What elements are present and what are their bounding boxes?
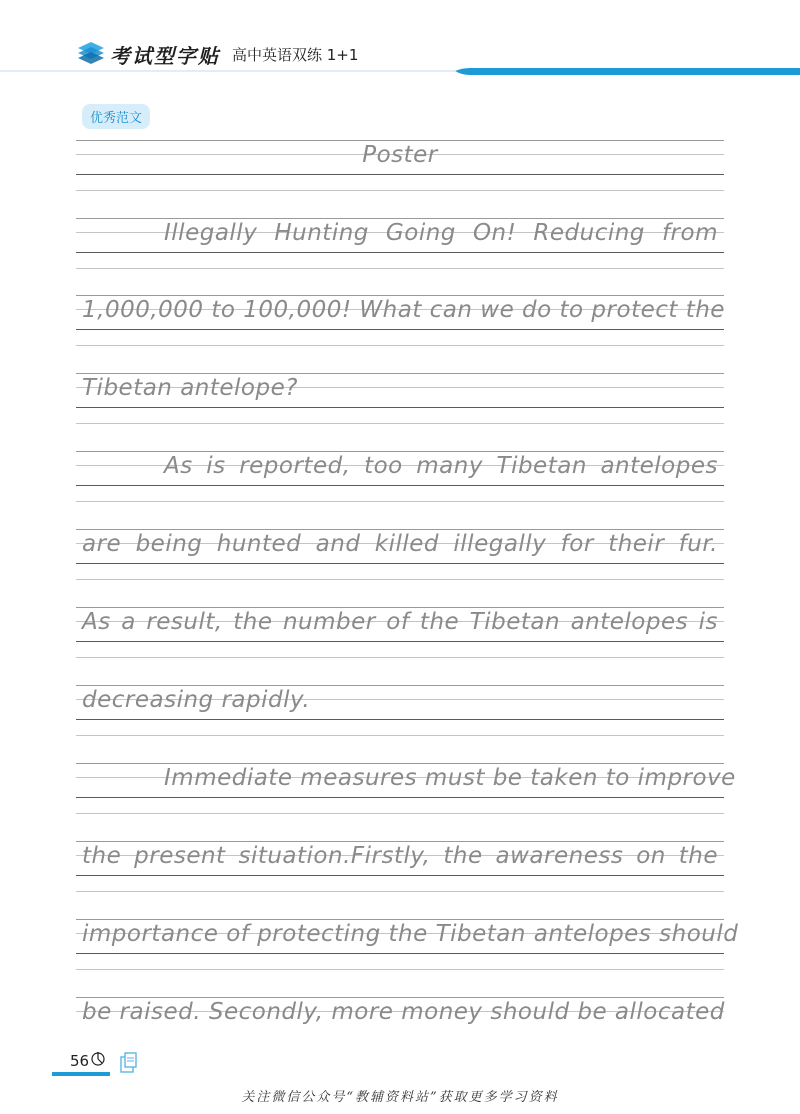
book-stack-logo-icon: [76, 38, 106, 68]
writing-row: [76, 140, 724, 200]
page-number: 56: [70, 1052, 90, 1070]
writing-row: [76, 451, 724, 511]
essay-line: Tibetan antelope?: [82, 375, 298, 401]
book-subtitle: 高中英语双练 1+1: [232, 46, 359, 64]
writing-row: [76, 529, 724, 589]
essay-line: 1,000,000 to 100,000! What can we do to protect the: [82, 297, 725, 323]
essay-line: As a result, the number of the Tibetan antelopes is: [82, 609, 718, 635]
writing-row: [76, 919, 739, 979]
essay-line: be raised. Secondly, more money should be allocated: [82, 999, 725, 1025]
writing-row: [76, 841, 724, 901]
writing-row: [76, 763, 736, 823]
writing-row: [76, 295, 724, 355]
writing-row: [76, 997, 724, 1030]
footer-note: 关注微信公众号“教辅资料站”获取更多学习资料: [241, 1090, 559, 1105]
header-divider: [0, 68, 800, 78]
essay-line: are being hunted and killed illegally for their fur.: [82, 531, 718, 557]
writing-row: [76, 218, 724, 278]
essay-line: As is reported, too many Tibetan antelopes: [164, 453, 718, 479]
page-number-underline: [52, 1072, 110, 1076]
writing-row: [76, 685, 724, 745]
essay-line: decreasing rapidly.: [82, 687, 311, 713]
page-header: [0, 0, 800, 80]
essay-line: importance of protecting the Tibetan antelopes should: [82, 921, 739, 947]
writing-row: [76, 607, 724, 667]
essay-line: Illegally Hunting Going On! Reducing from: [164, 220, 718, 246]
section-badge: 优秀范文: [82, 104, 150, 129]
brand-title: 考试型字贴: [110, 44, 220, 68]
document-icon: [118, 1052, 138, 1074]
handwriting-sheet: [76, 140, 739, 1030]
pen-nib-icon: [90, 1050, 106, 1066]
essay-title: Poster: [362, 142, 438, 168]
essay-line: Immediate measures must be taken to improve: [164, 765, 736, 791]
essay-line: the present situation.Firstly, the awareness on the: [82, 843, 718, 869]
writing-row: [76, 373, 724, 433]
